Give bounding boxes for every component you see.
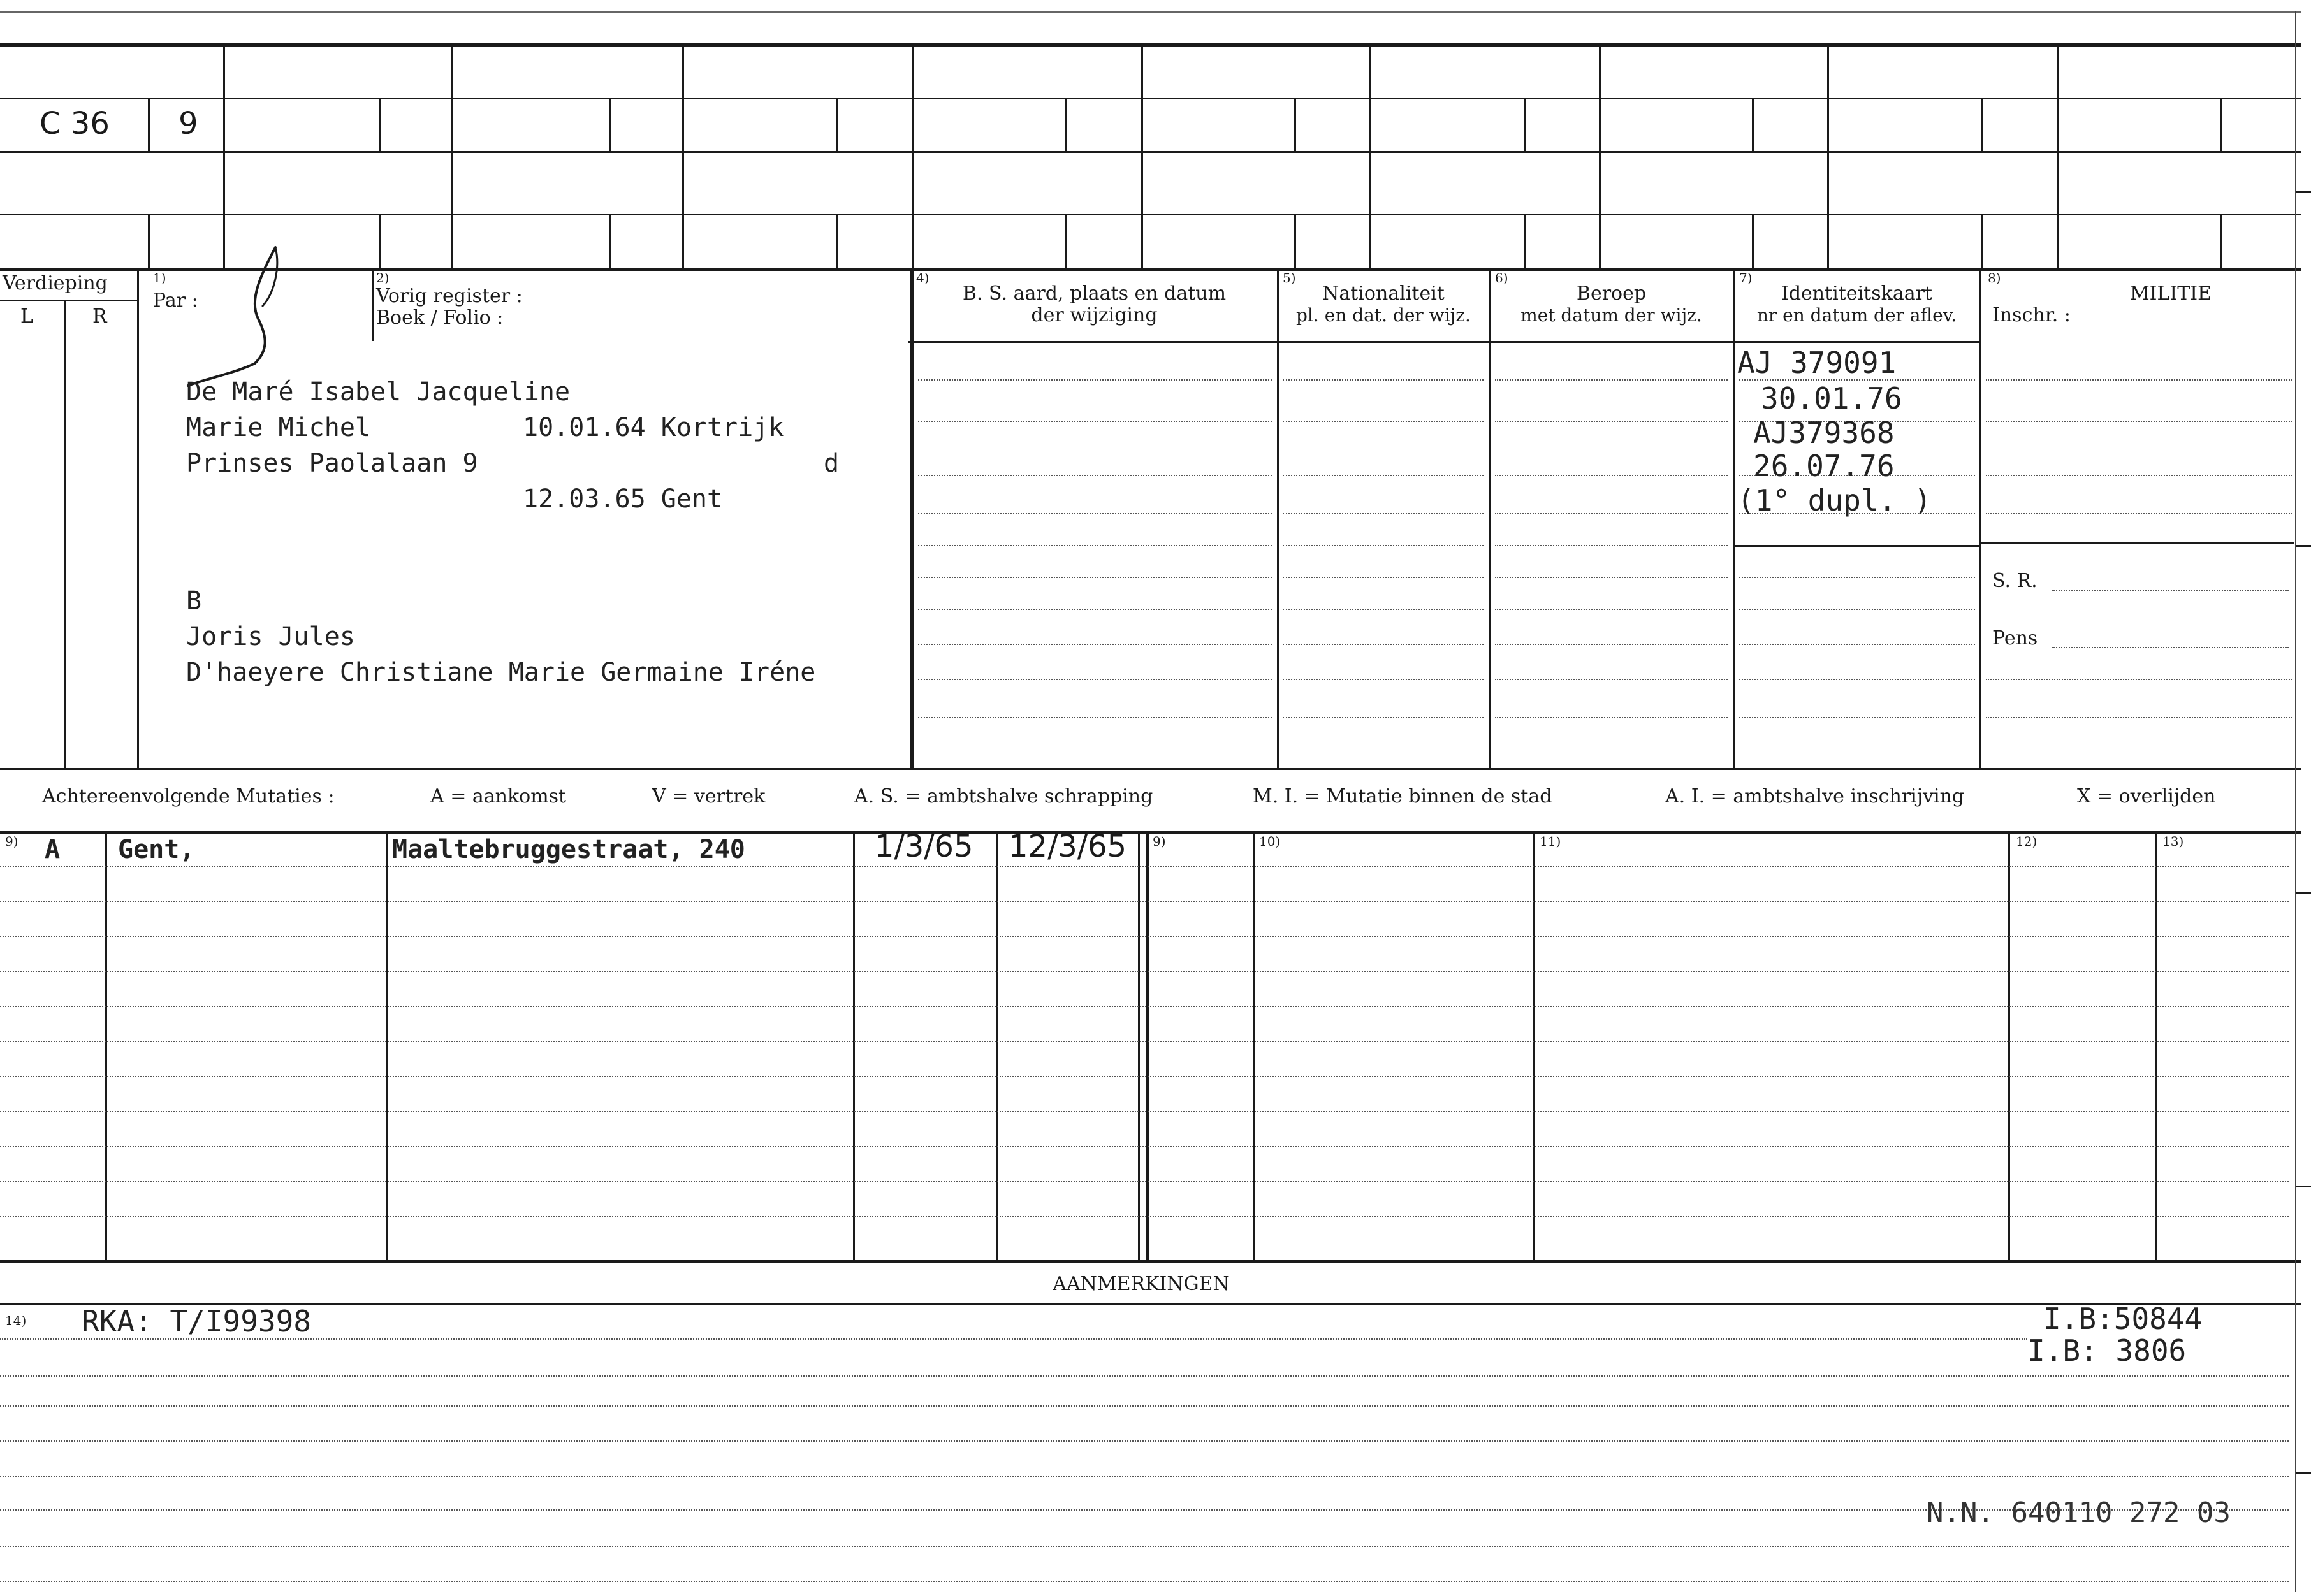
identiteitskaart-label-2: nr en datum der aflev.	[1756, 305, 1957, 326]
dotted-rule	[0, 1546, 2289, 1547]
mutation-date-registration: 12/3/65	[1009, 829, 1127, 864]
militie-number: 8)	[1988, 270, 2001, 286]
grid-line	[1146, 831, 1149, 1260]
grid-line	[836, 214, 838, 268]
inschr-label: Inschr. :	[1992, 304, 2071, 326]
dotted-rule	[1739, 609, 1975, 610]
dotted-rule	[0, 1440, 2289, 1442]
legend-schrapping: A. S. = ambtshalve schrapping	[854, 785, 1153, 808]
dotted-rule	[0, 1216, 2289, 1217]
legend-overlijden: X = overlijden	[2077, 785, 2216, 808]
legend-title: Achtereenvolgende Mutaties :	[42, 785, 335, 808]
grid-line	[1253, 831, 1255, 1260]
ib-number-2: I.B: 3806	[2027, 1333, 2187, 1368]
dotted-rule	[1495, 421, 1728, 422]
dotted-rule	[0, 971, 2289, 972]
sr-label: S. R.	[1992, 570, 2038, 592]
grid-line	[2008, 831, 2010, 1260]
mother-name: D'haeyere Christiane Marie Germaine Iréne	[186, 658, 816, 687]
dotted-rule	[1986, 475, 2292, 476]
grid-line	[1599, 43, 1601, 268]
dotted-rule	[1283, 717, 1484, 718]
dotted-rule	[0, 1181, 2289, 1182]
dotted-rule	[1495, 513, 1728, 514]
dotted-rule	[1283, 679, 1484, 680]
grid-line	[0, 268, 2301, 271]
grid-line	[1981, 214, 1983, 268]
legend-inschrijving: A. I. = ambtshalve inschrijving	[1665, 785, 1965, 808]
dotted-rule	[1986, 379, 2292, 381]
national-number: N.N. 640110 272 03	[1927, 1497, 2231, 1529]
grid-line	[1733, 268, 1735, 768]
grid-line	[1141, 43, 1143, 268]
grid-line	[836, 98, 838, 151]
dotted-rule	[918, 513, 1272, 514]
dotted-rule	[0, 1405, 2289, 1407]
grid-line	[1533, 831, 1535, 1260]
grid-line	[1138, 831, 1140, 1260]
par-number: 1)	[153, 270, 166, 286]
bs-number: 4)	[916, 270, 930, 286]
rka-number: RKA: T/I99398	[82, 1304, 312, 1338]
grid-line	[148, 98, 150, 151]
card-number: 9	[179, 106, 198, 141]
grid-line	[2220, 214, 2222, 268]
par-label: Par :	[153, 289, 198, 312]
card-code: C 36	[40, 106, 110, 141]
vorig-number: 2)	[376, 270, 390, 286]
grid-line	[148, 214, 150, 268]
person-name-line: De Maré Isabel Jacqueline	[186, 377, 571, 407]
grid-line	[996, 831, 998, 1260]
grid-line	[908, 341, 1979, 343]
dotted-rule	[0, 866, 2289, 867]
bs-label-2: der wijziging	[1031, 304, 1158, 326]
grid-line	[1981, 542, 2294, 544]
grid-line	[1294, 214, 1296, 268]
grid-line	[0, 98, 2301, 99]
beroep-label: Beroep	[1576, 282, 1647, 305]
address-line: Prinses Paolalaan 9	[186, 449, 478, 478]
grid-line	[1065, 214, 1067, 268]
dotted-rule	[0, 936, 2289, 937]
nat-number: 5)	[1283, 270, 1296, 286]
mutation-street: Maaltebruggestraat, 240	[392, 835, 745, 864]
beroep-label-2: met datum der wijz.	[1520, 305, 1702, 326]
dotted-rule	[918, 679, 1272, 680]
grid-line	[0, 300, 137, 301]
grid-line	[1294, 98, 1296, 151]
dotted-rule	[0, 1041, 2289, 1042]
boek-folio-label: Boek / Folio :	[376, 307, 504, 329]
mutation-col-number: 9)	[1153, 834, 1166, 849]
dotted-rule	[918, 475, 1272, 476]
dotted-rule	[1283, 379, 1484, 381]
grid-line	[379, 214, 381, 268]
pens-label: Pens	[1992, 627, 2038, 649]
remarks-title: AANMERKINGEN	[1053, 1273, 1230, 1295]
dotted-rule	[1495, 679, 1728, 680]
grid-line	[1979, 268, 1981, 768]
grid-line	[0, 768, 2301, 770]
grid-line	[609, 98, 611, 151]
grid-line	[1489, 268, 1491, 768]
grid-line	[379, 98, 381, 151]
grid-line	[1827, 43, 1829, 268]
grid-line	[0, 151, 2301, 153]
militie-label: MILITIE	[2129, 282, 2212, 305]
father-name: Joris Jules	[186, 622, 355, 651]
legend-aankomst: A = aankomst	[430, 785, 567, 808]
signature-mark	[179, 242, 332, 389]
identiteitskaart-label: Identiteitskaart	[1781, 282, 1932, 305]
nationaliteit-label: Nationaliteit	[1322, 282, 1445, 305]
duplicate-note: (1° dupl. )	[1737, 483, 1932, 518]
bs-label: B. S. aard, plaats en datum	[962, 282, 1227, 305]
legend-mutatie: M. I. = Mutatie binnen de stad	[1253, 785, 1552, 808]
mutation-col-number: 11)	[1540, 834, 1561, 849]
col-l-label: L	[20, 305, 33, 328]
grid-line	[223, 43, 225, 268]
grid-line	[372, 268, 374, 341]
grid-line	[0, 43, 2301, 47]
grid-line	[853, 831, 855, 1260]
dotted-rule	[0, 1375, 2289, 1377]
dotted-rule	[1986, 717, 2292, 718]
grid-line	[1733, 545, 1979, 547]
person-name-line-2: Marie Michel	[186, 413, 370, 442]
mutation-col-number: 10)	[1259, 834, 1281, 849]
dotted-rule	[0, 1338, 2027, 1340]
grid-line	[912, 43, 914, 268]
dotted-rule	[1283, 609, 1484, 610]
legend-vertrek: V = vertrek	[652, 785, 766, 808]
ib-number-1: I.B:50844	[2043, 1302, 2203, 1336]
dotted-rule	[918, 379, 1272, 381]
edge-tick	[2295, 1186, 2311, 1187]
dotted-rule	[0, 1146, 2289, 1147]
grid-line	[910, 268, 914, 768]
top-edge-line	[0, 11, 2301, 13]
vorig-register-label: Vorig register :	[376, 285, 523, 307]
sr-dotted-line	[2052, 590, 2289, 591]
edge-tick	[2295, 1472, 2311, 1474]
id-card-date-2: 26.07.76	[1753, 449, 1895, 483]
grid-line	[1524, 98, 1526, 151]
dotted-rule	[918, 644, 1272, 645]
dotted-rule	[0, 1076, 2289, 1077]
dotted-rule	[918, 577, 1272, 578]
dotted-rule	[1986, 679, 2292, 680]
dotted-rule	[1495, 475, 1728, 476]
dotted-rule	[1283, 513, 1484, 514]
pens-dotted-line	[2052, 647, 2289, 648]
grid-line	[609, 214, 611, 268]
dotted-rule	[1495, 545, 1728, 546]
grid-line	[1524, 214, 1526, 268]
dotted-rule	[918, 717, 1272, 718]
id-card-number: AJ 379091	[1737, 345, 1897, 380]
mutation-date-arrival: 1/3/65	[875, 829, 973, 864]
dotted-rule	[1986, 513, 2292, 514]
id-card-number-2: AJ379368	[1753, 416, 1895, 450]
grid-line	[0, 831, 2301, 834]
dotted-rule	[1283, 421, 1484, 422]
remarks-number: 14)	[5, 1313, 27, 1328]
mutation-place: Gent,	[118, 835, 195, 864]
grid-line	[1277, 268, 1279, 768]
grid-line	[0, 1260, 2301, 1263]
marker-b: B	[186, 586, 202, 616]
mutation-col-number: 9)	[5, 834, 18, 849]
dotted-rule	[1739, 644, 1975, 645]
dotted-rule	[1495, 644, 1728, 645]
grid-line	[1752, 214, 1754, 268]
edge-tick	[2295, 892, 2311, 894]
dotted-rule	[0, 1006, 2289, 1007]
dotted-rule	[1495, 609, 1728, 610]
dotted-rule	[1283, 545, 1484, 546]
dotted-rule	[1283, 644, 1484, 645]
dotted-rule	[0, 901, 2289, 902]
marker-d: d	[824, 449, 840, 478]
col-r-label: R	[92, 305, 107, 328]
verdieping-label: Verdieping	[3, 272, 108, 294]
id-number: 7)	[1739, 270, 1753, 286]
dotted-rule	[918, 545, 1272, 546]
dotted-rule	[1283, 475, 1484, 476]
grid-line	[386, 831, 388, 1260]
beroep-number: 6)	[1495, 270, 1508, 286]
grid-line	[1369, 43, 1371, 268]
dotted-rule	[918, 609, 1272, 610]
grid-line	[137, 268, 139, 768]
grid-line	[1065, 98, 1067, 151]
dotted-rule	[1495, 379, 1728, 381]
grid-line	[0, 214, 2301, 215]
grid-line	[2220, 98, 2222, 151]
nationaliteit-label-2: pl. en dat. der wijz.	[1296, 305, 1471, 326]
grid-line	[64, 300, 66, 768]
grid-line	[0, 1303, 2301, 1305]
dotted-rule	[1986, 421, 2292, 422]
dotted-rule	[1495, 717, 1728, 718]
id-card-date: 30.01.76	[1761, 381, 1902, 416]
mutation-col-number: 13)	[2162, 834, 2184, 849]
dotted-rule	[918, 421, 1272, 422]
dotted-rule	[1495, 577, 1728, 578]
right-edge-line	[2295, 11, 2296, 1592]
mutation-col-number: 12)	[2016, 834, 2038, 849]
edge-tick	[2295, 191, 2311, 193]
mutation-type: A	[45, 835, 61, 864]
grid-line	[682, 43, 684, 268]
grid-line	[1752, 98, 1754, 151]
dotted-rule	[1283, 577, 1484, 578]
edge-tick	[2295, 545, 2311, 547]
dotted-rule	[0, 1476, 2289, 1477]
dotted-rule	[0, 1581, 2289, 1582]
grid-line	[2155, 831, 2157, 1260]
grid-line	[451, 43, 453, 268]
birth-date-place: 10.01.64 Kortrijk	[523, 413, 784, 442]
grid-line	[1981, 98, 1983, 151]
grid-line	[105, 831, 107, 1260]
registration-date-place: 12.03.65 Gent	[523, 484, 723, 514]
grid-line	[2057, 43, 2059, 268]
dotted-rule	[0, 1111, 2289, 1112]
dotted-rule	[1739, 577, 1975, 578]
dotted-rule	[1739, 717, 1975, 718]
dotted-rule	[1739, 679, 1975, 680]
